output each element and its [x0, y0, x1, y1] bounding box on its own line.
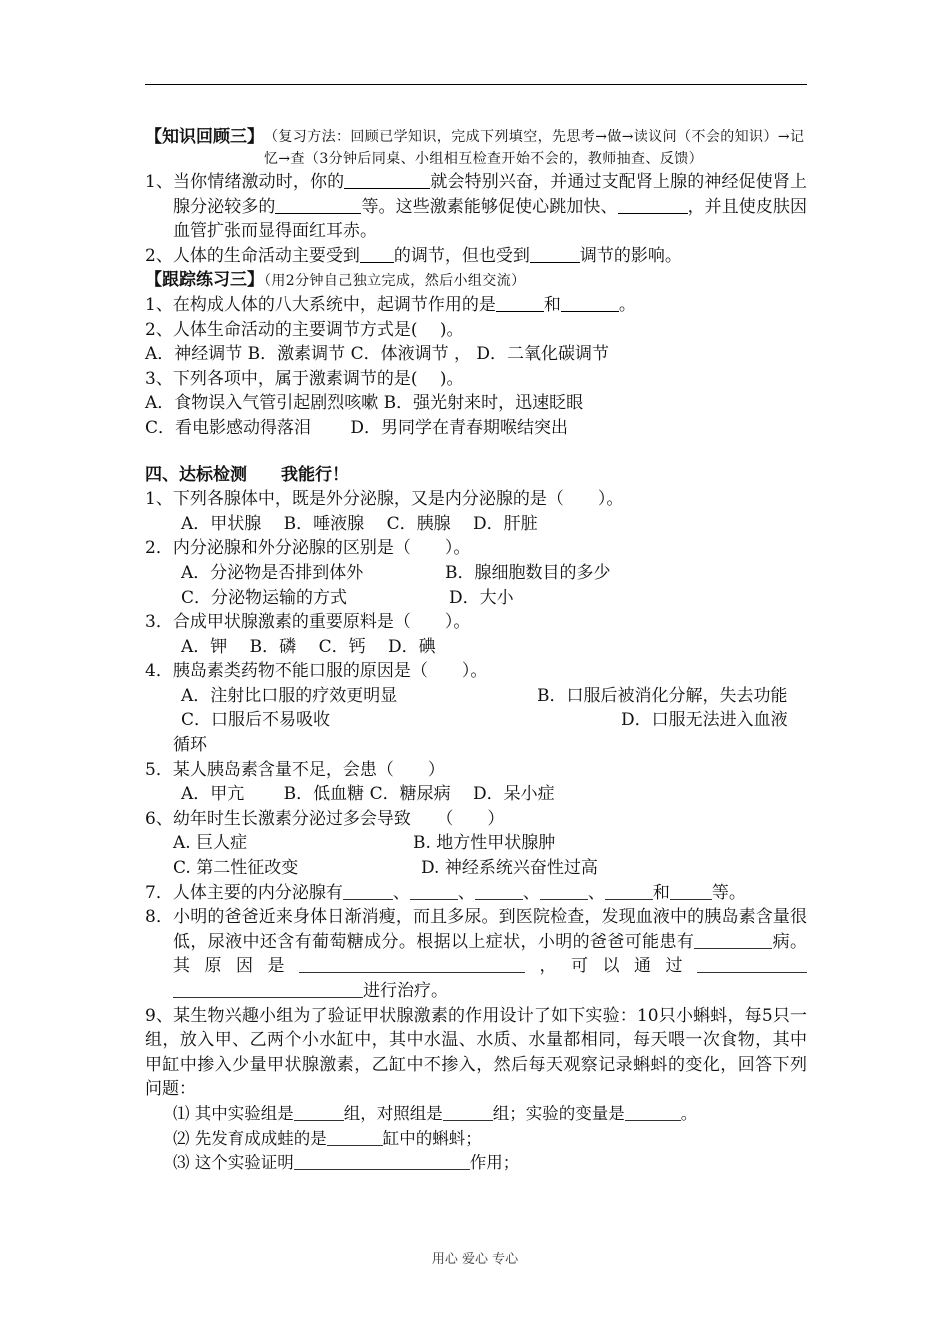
- text: ⑴ 其中实验组是: [173, 1103, 294, 1123]
- text: 就会特别兴奋，并通过支配肾上腺的神经促使肾上腺分泌较多的: [173, 172, 807, 217]
- test-question-6-options-ab: [145, 831, 807, 856]
- option-c: C．分泌物运输的方式: [181, 587, 348, 608]
- test-question-8: [145, 905, 807, 1003]
- section4-title: 四、达标检测 我能行！: [145, 464, 349, 485]
- test-question-1-options: A．甲状腺 B．唾液腺 C．胰腺 D．肝脏: [181, 513, 538, 534]
- practice3-question-2: 2、人体生命活动的主要调节方式是( )。: [145, 319, 464, 340]
- option-d: D．大小: [449, 587, 514, 608]
- text: 2、人体的生命活动主要受到: [145, 245, 360, 266]
- practice3-question-2-options: A．神经调节 B．激素调节 C．体液调节 ， D．二氧化碳调节: [145, 344, 610, 365]
- test-question-6-options-cd: [145, 856, 807, 881]
- test-question-4-options-cd: [145, 708, 807, 733]
- test-question-4-continuation: 循环: [173, 735, 207, 756]
- text: 、: [392, 882, 410, 903]
- answer-blank[interactable]: [697, 955, 807, 973]
- answer-blank[interactable]: [618, 196, 688, 214]
- option-d: D．口服无法进入血液: [621, 710, 788, 731]
- option-c: C. 第二性征改变: [173, 858, 299, 879]
- test-question-3: 3．合成甲状腺激素的重要原料是（ ）。: [145, 612, 471, 633]
- text: 、: [457, 882, 475, 903]
- text: 、: [522, 882, 540, 903]
- text: ，可以通过: [525, 956, 697, 977]
- text: 等。这些激素能够促使心跳加快、: [361, 196, 618, 217]
- text: 8．小明的爸爸近来身体日渐消瘦，而且多尿。到医院检查，发现血液中的胰岛素含量很低，尿液中还含有葡萄糖成分。根据以上症状，小明的爸爸可能患有: [145, 907, 807, 952]
- review3-title: 【知识回顾三】: [145, 127, 264, 147]
- test-question-1: 1、下列各腺体中，既是外分泌腺，又是内分泌腺的是（ ）。: [145, 489, 624, 510]
- text: 。: [618, 294, 636, 315]
- answer-blank[interactable]: [530, 245, 580, 263]
- test-question-3-options: A．钾 B．磷 C．钙 D．碘: [181, 636, 436, 657]
- text: 进行治疗。: [363, 981, 448, 1001]
- practice3-question-3: 3、下列各项中，属于激素调节的是( )。: [145, 368, 464, 389]
- answer-blank[interactable]: [299, 955, 525, 973]
- answer-blank[interactable]: [625, 1103, 681, 1121]
- text: 组，对照组是: [343, 1103, 443, 1123]
- text: 、: [587, 882, 605, 903]
- test-question-9: 9、某生物兴趣小组为了验证甲状腺激素的作用设计了如下实验：10只小蝌蚪，每5只一组，放入甲、乙两个小水缸中，其中水温、水质、水量都相同，每天喂一次食物，其中甲缸中掺入少量甲状腺激素，乙缸中不掺入，然后每天观察记录蝌蚪的变化，回答下列问题：: [145, 1005, 807, 1100]
- option-c: C．口服后不易吸收: [181, 710, 331, 731]
- text: 组；实验的变量是: [492, 1103, 625, 1123]
- review3-heading: [145, 125, 807, 170]
- test-question-9-part-1: [145, 1102, 807, 1127]
- worksheet-page: [145, 125, 807, 1176]
- review3-method-note: （复习方法：回顾已学知识，完成下列填空，先思考→做→读议问（不会的知识）→记忆→查（3分钟后同桌、小组相互检查开始不会的，教师抽查、反馈）: [264, 129, 805, 167]
- text: 1、在构成人体的八大系统中，起调节作用的是: [145, 294, 496, 315]
- test-question-7: [145, 881, 807, 906]
- option-b: B．腺细胞数目的多少: [445, 562, 611, 583]
- test-question-9-part-3: [145, 1151, 807, 1176]
- test-question-4-options-ab: [145, 684, 807, 709]
- answer-blank[interactable]: [605, 882, 653, 900]
- text: 作用；: [469, 1153, 520, 1173]
- text: 的调节，但也受到: [393, 245, 530, 266]
- text: 和: [652, 882, 670, 903]
- answer-blank[interactable]: [443, 1103, 493, 1121]
- option-b: B．口服后被消化分解，失去功能: [537, 685, 788, 706]
- practice3-question-1: [145, 293, 807, 318]
- text: 1、当你情绪激动时，你的: [145, 172, 345, 192]
- answer-blank[interactable]: [343, 882, 393, 900]
- option-d: D. 神经系统兴奋性过高: [421, 858, 598, 879]
- practice3-title: 【跟踪练习三】: [145, 270, 264, 291]
- answer-blank[interactable]: [327, 1128, 383, 1146]
- test-question-5-options: A．甲亢 B．低血糖 C．糖尿病 D．呆小症: [181, 784, 555, 805]
- option-b: B. 地方性甲状腺肿: [413, 833, 556, 854]
- answer-blank[interactable]: [561, 294, 619, 312]
- answer-blank[interactable]: [496, 294, 544, 312]
- text: 7．人体主要的内分泌腺有: [145, 882, 343, 903]
- page-footer: 用心 爱心 专心: [431, 1252, 519, 1267]
- test-question-2-options-ab: [145, 561, 807, 586]
- test-question-2: 2．内分泌腺和外分泌腺的区别是（ ）。: [145, 538, 471, 559]
- test-question-5: 5．某人胰岛素含量不足，会患（ ）: [145, 759, 445, 780]
- answer-blank[interactable]: [344, 171, 430, 189]
- text: 调节的影响。: [579, 245, 682, 266]
- practice3-note: （用2分钟自己独立完成，然后小组交流）: [264, 273, 526, 290]
- answer-blank[interactable]: [275, 196, 361, 214]
- header-rule: [145, 84, 807, 85]
- answer-blank[interactable]: [694, 931, 772, 949]
- practice3-question-3-options-1: A．食物误入气管引起剧烈咳嗽 B．强光射来时，迅速眨眼: [145, 393, 584, 414]
- option-a: A．注射比口服的疗效更明显: [181, 685, 398, 706]
- text: 等。: [711, 882, 746, 903]
- test-question-6: 6、幼年时生长激素分泌过多会导致 （ ）: [145, 808, 505, 829]
- answer-blank[interactable]: [475, 882, 523, 900]
- section-gap: [145, 441, 807, 463]
- answer-blank[interactable]: [294, 1103, 344, 1121]
- answer-blank[interactable]: [294, 1152, 470, 1170]
- answer-blank[interactable]: [410, 882, 458, 900]
- practice3-question-3-options-2: C．看电影感动得落泪 D．男同学在青春期喉结突出: [145, 417, 569, 438]
- review3-question-2: [145, 244, 807, 269]
- test-question-9-part-2: [145, 1127, 807, 1152]
- text: 缸中的蝌蚪；: [382, 1128, 482, 1148]
- practice3-heading: [145, 268, 807, 293]
- option-a: A．分泌物是否排到体外: [181, 562, 364, 583]
- answer-blank[interactable]: [173, 980, 363, 998]
- text: ⑶ 这个实验证明: [173, 1153, 294, 1173]
- answer-blank[interactable]: [670, 882, 712, 900]
- text: 和: [543, 294, 561, 315]
- option-a: A. 巨人症: [173, 833, 248, 854]
- review3-question-1: [145, 170, 807, 244]
- text: 病。其原因是: [173, 931, 807, 977]
- answer-blank[interactable]: [360, 245, 394, 263]
- test-question-4: 4．胰岛素类药物不能口服的原因是（ ）。: [145, 661, 488, 682]
- text: ⑵ 先发育成成蛙的是: [173, 1128, 327, 1148]
- answer-blank[interactable]: [540, 882, 588, 900]
- text: 。: [680, 1103, 698, 1123]
- test-question-2-options-cd: [145, 586, 807, 611]
- text: ，并且使皮肤因血管扩张而显得面红耳赤。: [173, 196, 808, 242]
